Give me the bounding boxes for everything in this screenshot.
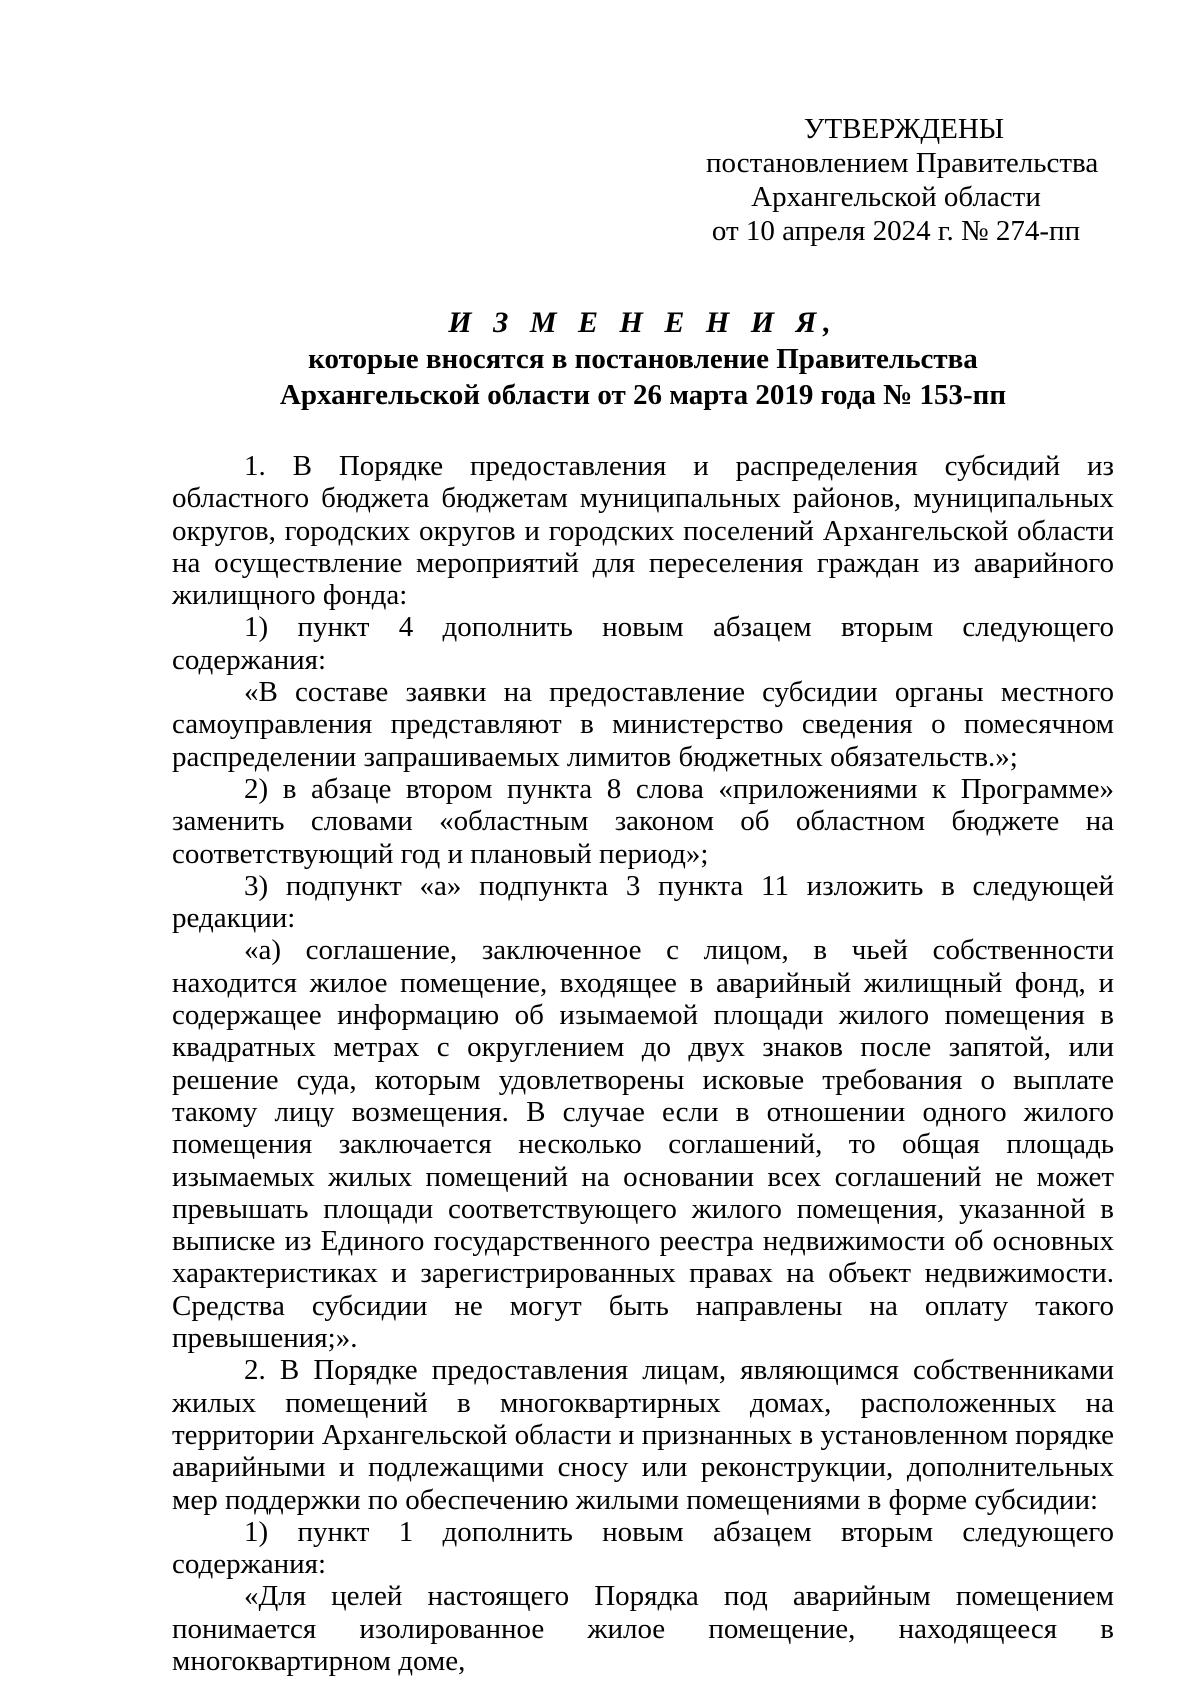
approval-stamp xyxy=(706,112,1099,248)
paragraph: 2. В Порядке предоставления лицам, являющимся собственниками жилых помещений в многоквартирных домах, расположенных на территории Архангельской области и признанных в установленном порядке аварийными и подлежащими сносу или реконструкции, дополнительных мер поддержки по обеспечению жилыми помещениями в форме субсидии: xyxy=(172,1354,1114,1516)
paragraph: «а) соглашение, заключенное с лицом, в чьей собственности находится жилое помещение, входящее в аварийный жилищный фонд, и содержащее информацию об изымаемой площади жилого помещения в квадратных метрах с округлением до двух знаков после запятой, или решение суда, которым удовлетворены исковые требования о выплате такому лицу возмещения. В случае если в отношении одного жилого помещения заключается несколько соглашений, то общая площадь изымаемых жилых помещений на основании всех соглашений не может превышать площади соответствующего жилого помещения, указанной в выписке из Единого государственного реестра недвижимости об основных характеристиках и зарегистрированных правах на объект недвижимости. Средства субсидии не могут быть направлены на оплату такого превышения;». xyxy=(172,934,1114,1355)
document-body xyxy=(172,450,1114,1677)
paragraph: 1. В Порядке предоставления и распределения субсидий из областного бюджета бюджетам муниципальных районов, муниципальных округов, городских округов и городских поселений Архангельской области на осуществление мероприятий для переселения граждан из аварийного жилищного фонда: xyxy=(172,450,1114,612)
paragraph: 1) пункт 4 дополнить новым абзацем вторым следующего содержания: xyxy=(172,611,1114,676)
document-subtitle: которые вносятся в постановление Правительства xyxy=(308,343,978,375)
document-heading: И З М Е Н Е Н И Я, xyxy=(448,306,838,339)
paragraph: 3) подпункт «а» подпункта 3 пункта 11 изложить в следующей редакции: xyxy=(172,869,1114,935)
document-subtitle: Архангельской области от 26 марта 2019 года № 153-пп xyxy=(279,379,1007,411)
document-title xyxy=(172,305,1114,413)
paragraph: 2) в абзаце втором пункта 8 слова «приложениями к Программе» заменить словами «областным законом об областном бюджете на соответствующий год и плановый период»; xyxy=(172,772,1114,870)
paragraph: 1) пункт 1 дополнить новым абзацем вторым следующего содержания: xyxy=(172,1515,1114,1581)
approval-line: постановлением Правительства xyxy=(706,147,1099,179)
paragraph: «В составе заявки на предоставление субсидии органы местного самоуправления представляют в министерство сведения о помесячном распределении запрашиваемых лимитов бюджетных обязательств.»; xyxy=(172,676,1114,773)
paragraph: «Для целей настоящего Порядка под аварийным помещением понимается изолированное жилое помещение, находящееся в многоквартирном доме, xyxy=(172,1580,1114,1677)
approval-title: УТВЕРЖДЕНЫ xyxy=(803,113,1005,145)
approval-date: от 10 апреля 2024 г. № 274-пп xyxy=(711,215,1081,247)
approval-line: Архангельской области xyxy=(751,181,1041,213)
